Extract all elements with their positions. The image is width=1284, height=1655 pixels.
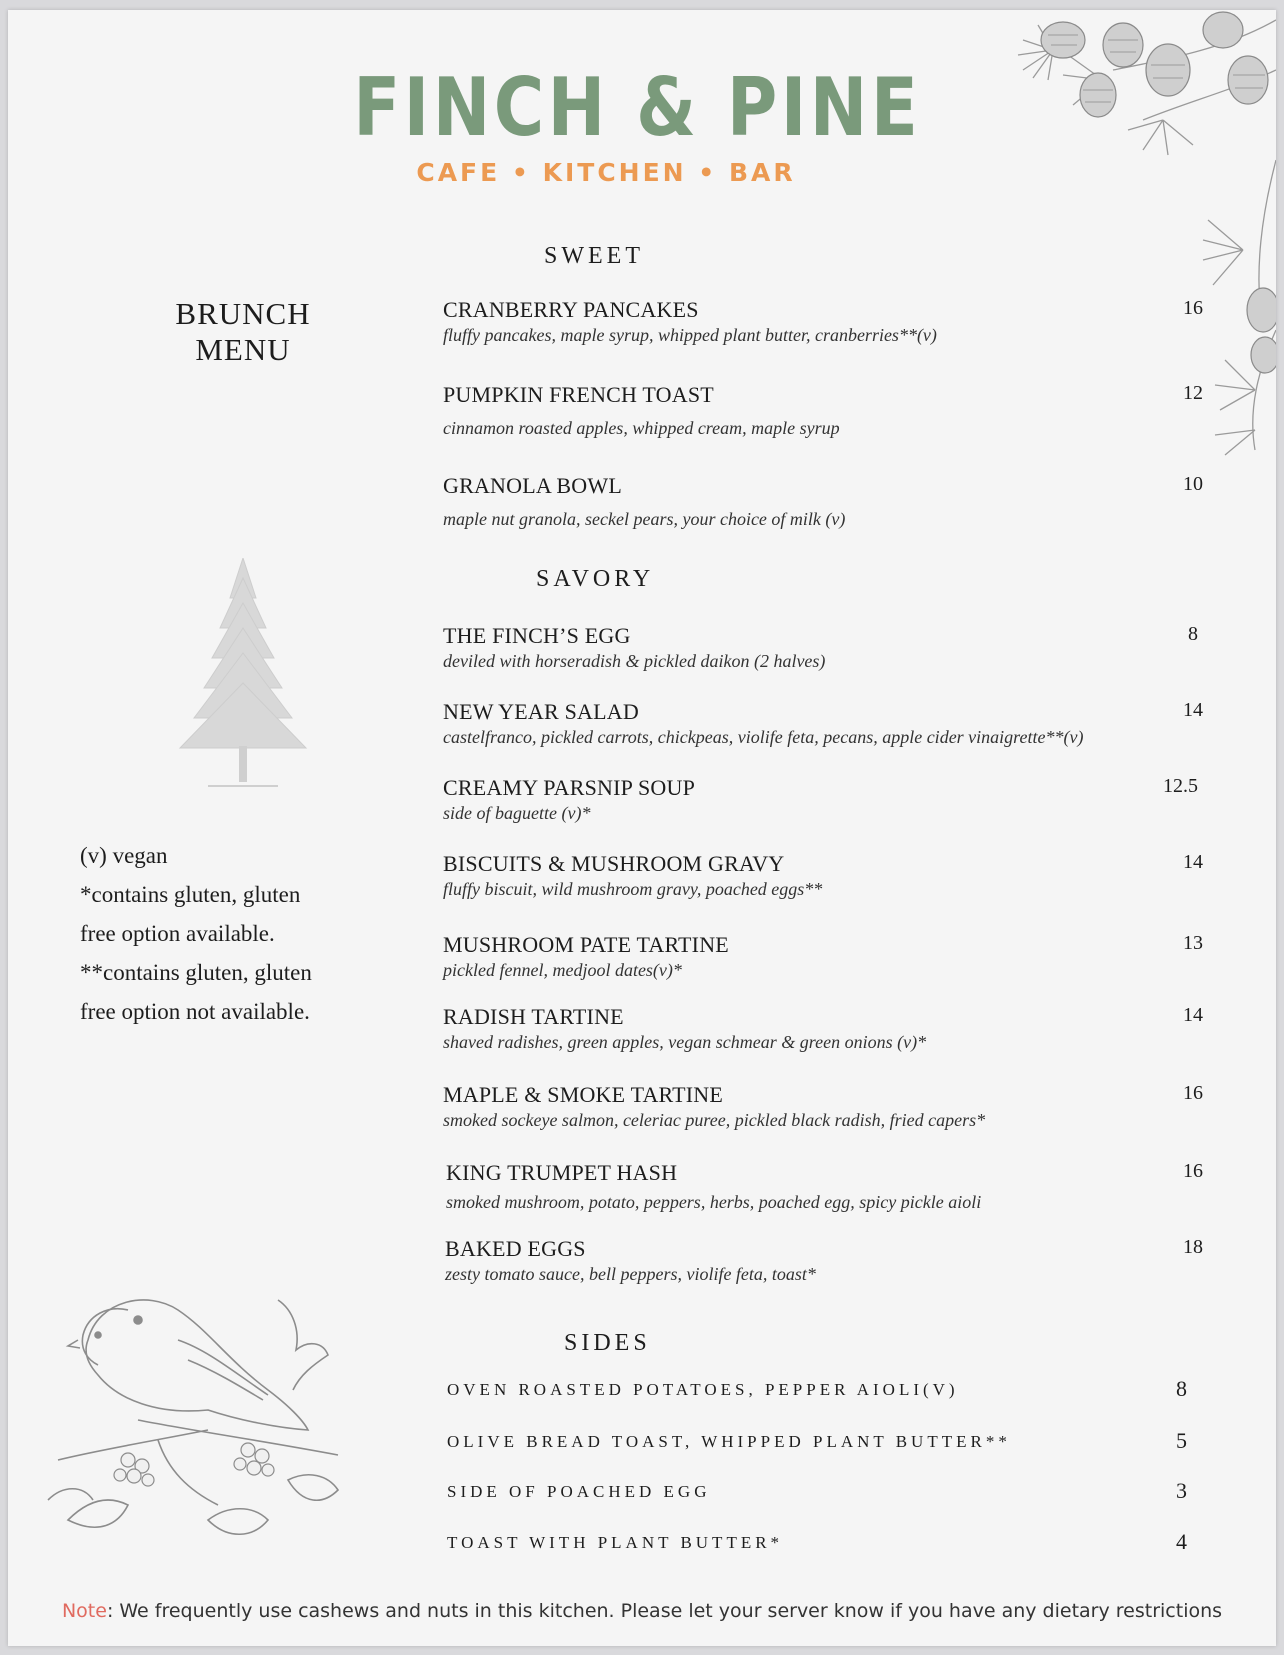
page-title [138,296,348,368]
item-name: MAPLE & SMOKE TARTINE [443,1082,723,1107]
page-title-line2: MENU [195,332,291,367]
section-heading-sweet: SWEET [544,243,644,269]
item-description: smoked mushroom, potato, peppers, herbs, poached egg, spicy pickle aioli [446,1192,982,1212]
item-description: maple nut granola, seckel pears, your choice of milk (v) [443,509,846,529]
note-label: Note [61,1600,107,1622]
item-price: 12 [1183,382,1203,404]
item-price: 16 [1183,1082,1203,1104]
menu-item [443,297,1203,347]
side-item-name: OLIVE BREAD TOAST, WHIPPED PLANT BUTTER** [447,1432,1011,1451]
legend-line: **contains gluten, gluten [80,960,312,985]
dietary-legend [80,836,370,1031]
item-name: CREAMY PARSNIP SOUP [443,775,695,800]
item-description: fluffy pancakes, maple syrup, whipped plant butter, cranberries**(v) [443,325,937,345]
item-price: 13 [1183,932,1203,954]
item-name: GRANOLA BOWL [443,473,623,498]
item-description: cinnamon roasted apples, whipped cream, maple syrup [443,418,840,438]
item-name: CRANBERRY PANCAKES [443,297,699,322]
menu-item [443,1082,1203,1132]
page-title-line1: BRUNCH [175,296,311,331]
item-price: 8 [1188,623,1198,645]
menu-item [443,473,1203,531]
side-item-price: 3 [1176,1478,1187,1503]
menu-item [445,1236,1203,1286]
item-price: 18 [1183,1236,1203,1258]
item-description: side of baguette (v)* [443,803,591,823]
item-name: THE FINCH’S EGG [443,623,631,648]
menu-item [443,851,1203,901]
menu-item [443,623,1203,673]
item-price: 14 [1183,851,1203,873]
item-description: pickled fennel, medjool dates(v)* [443,960,682,980]
side-item [447,1376,1187,1401]
item-name: BAKED EGGS [445,1236,586,1261]
menu-item [446,1160,1203,1214]
item-description: fluffy biscuit, wild mushroom gravy, poached eggs** [443,879,823,899]
side-item-name: TOAST WITH PLANT BUTTER* [447,1533,784,1552]
menu-item [443,775,1203,825]
side-item [447,1529,1187,1554]
item-description: zesty tomato sauce, bell peppers, violife feta, toast* [445,1264,816,1284]
side-item-price: 8 [1176,1376,1187,1401]
item-name: BISCUITS & MUSHROOM GRAVY [443,851,785,876]
menu-item [443,1004,1203,1054]
note-text: : We frequently use cashews and nuts in this kitchen. Please let your server know if you have any dietary restrictions [106,1600,1223,1622]
item-name: RADISH TARTINE [443,1004,624,1029]
side-item-price: 5 [1176,1428,1187,1453]
side-item-price: 4 [1176,1529,1187,1554]
finch-bird-icon [38,1280,358,1560]
item-price: 16 [1183,297,1203,319]
brand-title: FINCH & PINE [353,61,922,154]
brand-subtitle: CAFE • KITCHEN • BAR [416,158,796,187]
menu-item [443,932,1203,982]
item-name: MUSHROOM PATE TARTINE [443,932,729,957]
menu-item [443,382,1203,440]
item-name: PUMPKIN FRENCH TOAST [443,382,714,407]
item-description: smoked sockeye salmon, celeriac puree, pickled black radish, fried capers* [443,1110,986,1130]
legend-line: free option not available. [80,999,310,1024]
side-item [447,1428,1187,1453]
item-price: 16 [1183,1160,1203,1182]
menu-item [443,699,1203,749]
legend-line: (v) vegan [80,843,168,868]
side-item-name: SIDE OF POACHED EGG [447,1482,711,1501]
item-price: 14 [1183,699,1203,721]
item-description: castelfranco, pickled carrots, chickpeas, violife feta, pecans, apple cider vinaigrette**(v) [443,727,1084,747]
item-name: KING TRUMPET HASH [446,1160,678,1185]
section-heading-savory: SAVORY [536,566,655,592]
menu-page [8,10,1276,1646]
item-description: deviled with horseradish & pickled daikon (2 halves) [443,651,826,671]
section-heading-sides: SIDES [564,1330,651,1356]
pine-tree-icon [168,558,318,794]
item-price: 10 [1183,473,1203,495]
item-price: 14 [1183,1004,1203,1026]
side-item [447,1478,1187,1503]
legend-line: *contains gluten, gluten [80,882,301,907]
item-description: shaved radishes, green apples, vegan schmear & green onions (v)* [443,1032,927,1052]
footer-note [8,1600,1276,1622]
item-name: NEW YEAR SALAD [443,699,639,724]
side-item-name: OVEN ROASTED POTATOES, PEPPER AIOLI(V) [447,1380,959,1399]
legend-line: free option available. [80,921,275,946]
item-price: 12.5 [1163,775,1198,797]
